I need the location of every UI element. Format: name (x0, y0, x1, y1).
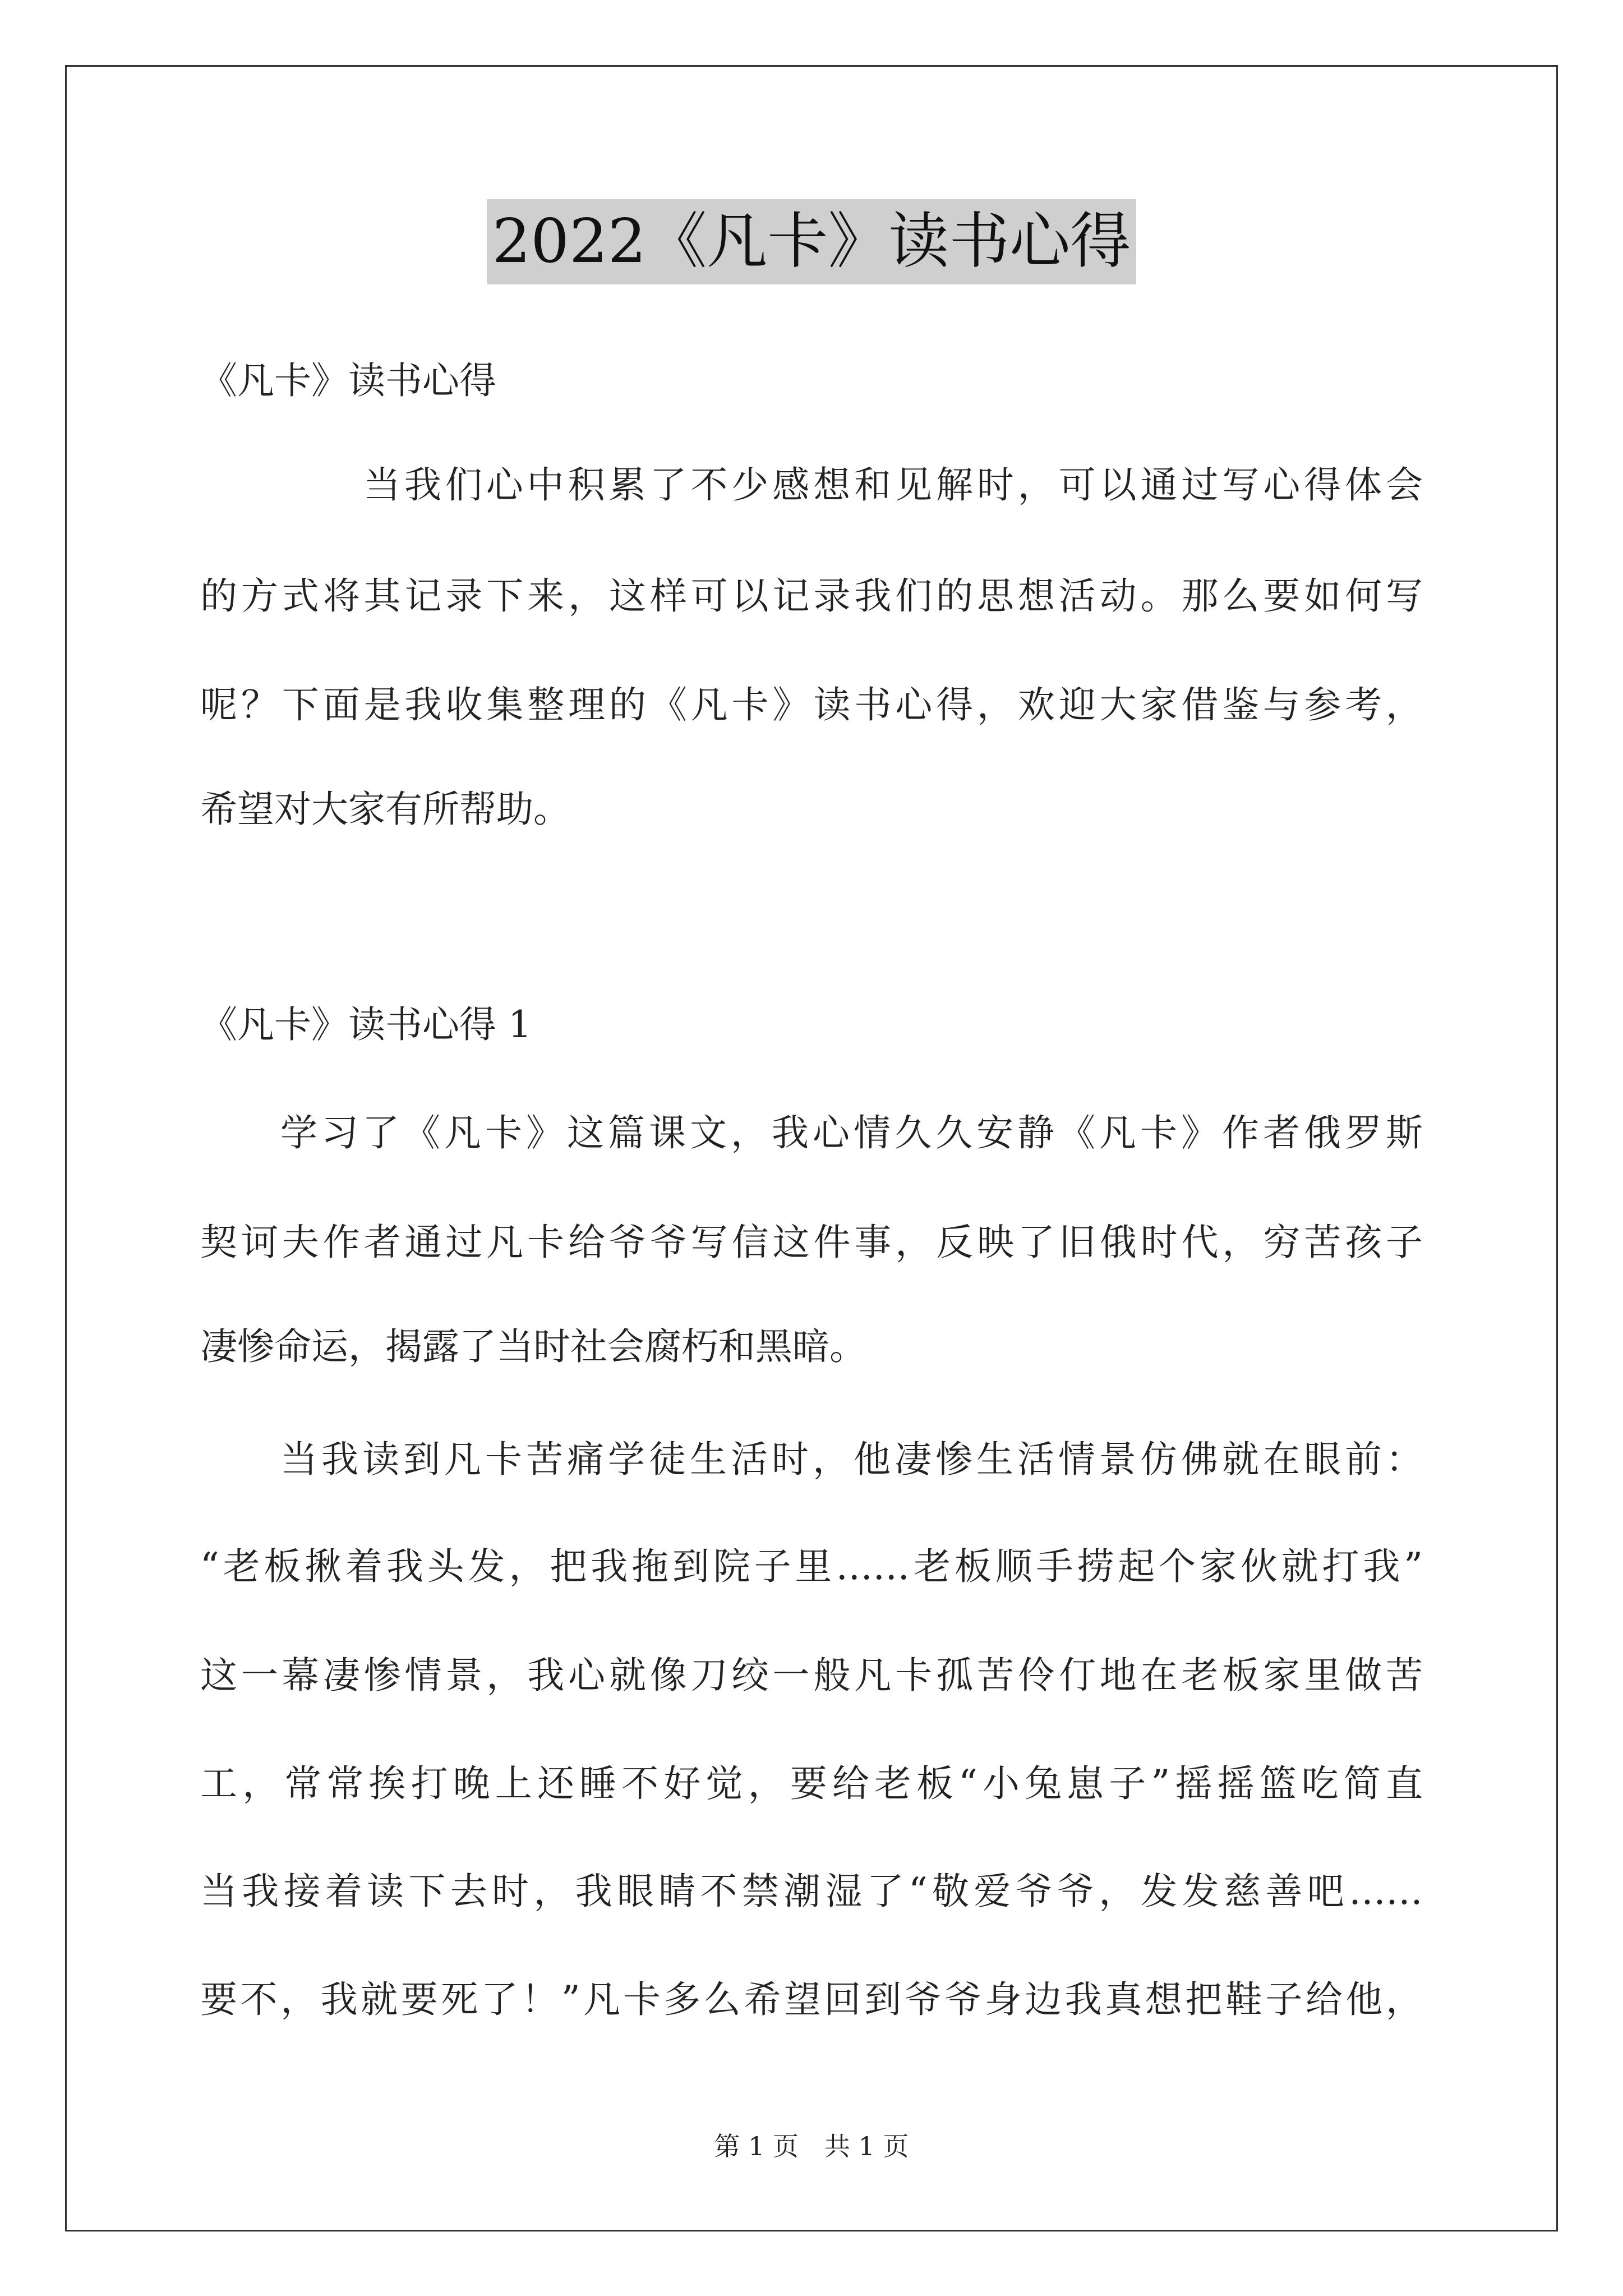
para2-line-5: 当我接着读下去时，我眼睛不禁潮湿了“敬爱爷爷，发发慈善吧…… (200, 1870, 1423, 1913)
intro-line-4: 希望对大家有所帮助。 (200, 788, 570, 831)
para2-line-6: 要不，我就要死了！”凡卡多么希望回到爷爷身边我真想把鞋子给他， (200, 1978, 1423, 2021)
para2-line-4: 工，常常挨打晚上还睡不好觉，要给老板“小兔崽子”摇摇篮吃简直 (200, 1762, 1423, 1805)
subtitle: 《凡卡》读书心得 (200, 359, 496, 402)
para1-line-2: 契诃夫作者通过凡卡给爷爷写信这件事，反映了旧俄时代，穷苦孩子 (200, 1221, 1423, 1264)
para2-line-3: 这一幕凄惨情景，我心就像刀绞一般凡卡孤苦伶仃地在老板家里做苦 (200, 1654, 1423, 1697)
intro-line-2: 的方式将其记录下来，这样可以记录我们的思想活动。那么要如何写 (200, 574, 1423, 618)
para2-line-1: 当我读到凡卡苦痛学徒生活时，他凄惨生活情景仿佛就在眼前： (280, 1438, 1423, 1481)
intro-line-3: 呢？下面是我收集整理的《凡卡》读书心得，欢迎大家借鉴与参考， (200, 683, 1423, 726)
page-footer: 第 1 页 共 1 页 (714, 2131, 909, 2161)
document-title: 2022《凡卡》读书心得 (487, 199, 1137, 284)
para1-line-1: 学习了《凡卡》这篇课文，我心情久久安静《凡卡》作者俄罗斯 (280, 1111, 1423, 1154)
para2-line-2: “老板揪着我头发，把我拖到院子里……老板顺手捞起个家伙就打我” (200, 1545, 1423, 1588)
intro-line-1: 当我们心中积累了不少感想和见解时，可以通过写心得体会 (363, 463, 1423, 507)
document-title-wrapper (0, 199, 1623, 284)
para1-line-3: 凄惨命运，揭露了当时社会腐朽和黑暗。 (200, 1325, 866, 1368)
section-heading: 《凡卡》读书心得 1 (200, 1003, 532, 1046)
